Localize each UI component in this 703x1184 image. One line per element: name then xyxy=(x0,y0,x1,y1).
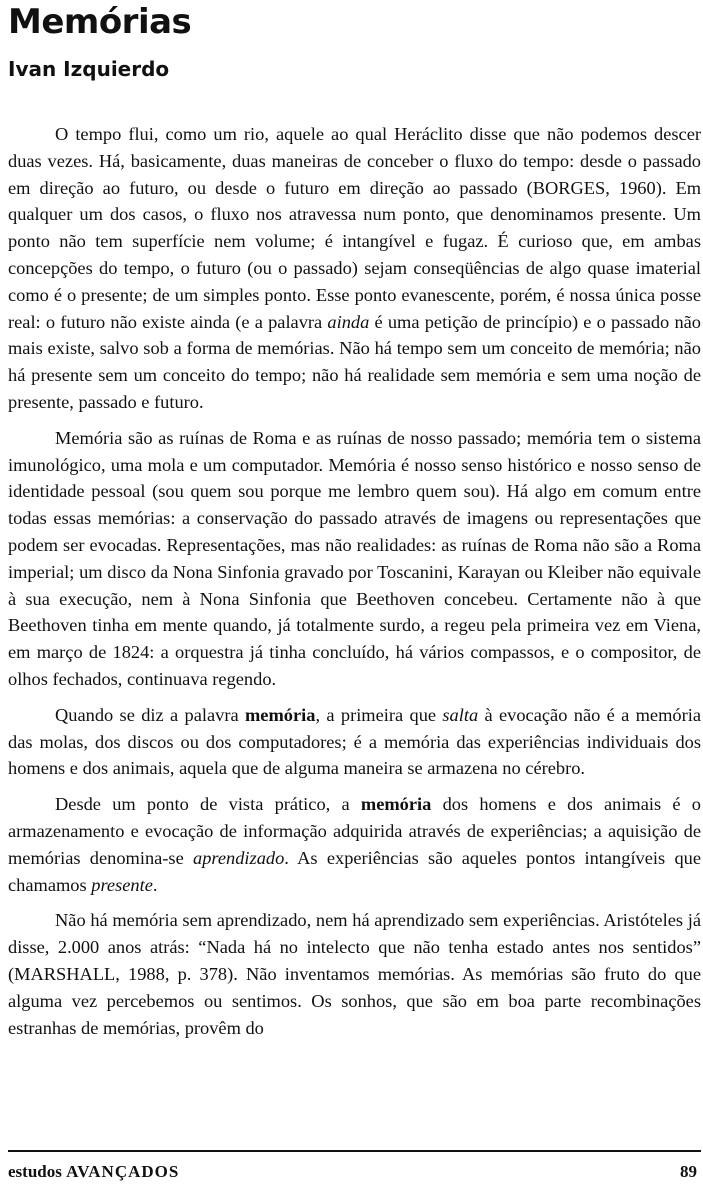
bold-term: memória xyxy=(244,704,316,725)
paragraph xyxy=(8,791,701,898)
paragraph xyxy=(8,907,701,1041)
journal-prefix: estudos xyxy=(8,1162,67,1181)
journal-title-caps: AVANÇADOS xyxy=(66,1162,180,1181)
paragraph xyxy=(8,425,701,693)
footer-rule xyxy=(8,1150,701,1152)
article-title: Memórias xyxy=(8,2,192,42)
text-run: O tempo flui, como um rio, aquele ao qual Heráclito disse que não podemos descer duas vezes. Há, basicamente, duas maneiras de conceber o fluxo do tempo: desde o passado em direção ao futuro, ou desde o futuro em direção ao passado (BORGES, 1960). Em qualquer um dos casos, o fluxo nos atravessa num ponto, que denominamos presente. Um ponto não tem superfície nem volume; é intangível e fugaz. É curioso que, em ambas concepções do tempo, o futuro (ou o passado) sejam conseqüências de algo quase imaterial como é o presente; de um simples ponto. Esse ponto evanescente, porém, é nossa única posse real: o futuro não existe ainda (e a palavra xyxy=(8,124,701,332)
italic-term: aprendizado xyxy=(193,847,285,868)
italic-term: ainda xyxy=(327,311,370,332)
italic-term: salta xyxy=(442,704,479,725)
text-run: Desde um ponto de vista prático, a xyxy=(55,794,361,815)
text-run: , a primeira que xyxy=(315,704,443,725)
italic-term: presente xyxy=(91,874,153,895)
paragraph xyxy=(8,702,701,782)
text-run: . As experiências são aqueles pontos intangíveis que chamamos xyxy=(8,847,701,895)
text-run: é uma petição de princípio) e o passado não mais existe, salvo sob a forma de memórias. Não há tempo sem um conceito de memória; não há presente sem um conceito do tempo; não há realidade sem memória e sem uma noção de presente, passado e futuro. xyxy=(8,311,701,412)
article-author: Ivan Izquierdo xyxy=(8,57,170,81)
article-body xyxy=(8,121,701,1050)
text-run: Memória são as ruínas de Roma e as ruínas de nosso passado; memória tem o sistema imunológico, uma mola e um computador. Memória é nosso senso histórico e nosso senso de identidade pessoal (sou quem sou porque me lembro quem sou). Há algo em comum entre todas essas memórias: a conservação do passado através de imagens ou representações que podem ser evocadas. Representações, mas não realidades: as ruínas de Roma não são a Roma imperial; um disco da Nona Sinfonia gravado por Toscanini, Karayan ou Kleiber não equivale à sua execução, nem à Nona Sinfonia que Beethoven concebeu. Certamente não à que Beethoven tinha em mente quando, já totalmente surdo, a regeu pela primeira vez em Viena, em março de 1824: a orquestra já tinha concluído, há vários compassos, e o compositor, de olhos fechados, continuava regendo. xyxy=(8,427,701,689)
paragraph xyxy=(8,121,701,416)
text-run: . xyxy=(152,874,158,895)
text-run: Quando se diz a palavra xyxy=(55,704,245,725)
text-run: Não há memória sem aprendizado, nem há aprendizado sem experiências. Aristóteles já disse, 2.000 anos atrás: “Nada há no intelecto que não tenha estado antes nos sentidos” (MARSHALL, 1988, p. 378). Não inventamos memórias. As memórias são fruto do que alguma vez percebemos ou sentimos. Os sonhos, que são em boa parte recombinações estranhas de memórias, provêm do xyxy=(8,910,701,1038)
text-run: dos homens e dos animais é o armazenamento e evocação de informação adquirida através de experiências; a aquisição de memórias denomina-se xyxy=(8,794,701,868)
text-run: à evocação não é a memória das molas, dos discos ou dos computadores; é a memória das experiências individuais dos homens e dos animais, aquela que de alguma maneira se armazena no cérebro. xyxy=(8,704,701,779)
journal-name xyxy=(8,1162,179,1182)
page-number: 89 xyxy=(680,1162,697,1181)
bold-term: memória xyxy=(360,794,432,815)
